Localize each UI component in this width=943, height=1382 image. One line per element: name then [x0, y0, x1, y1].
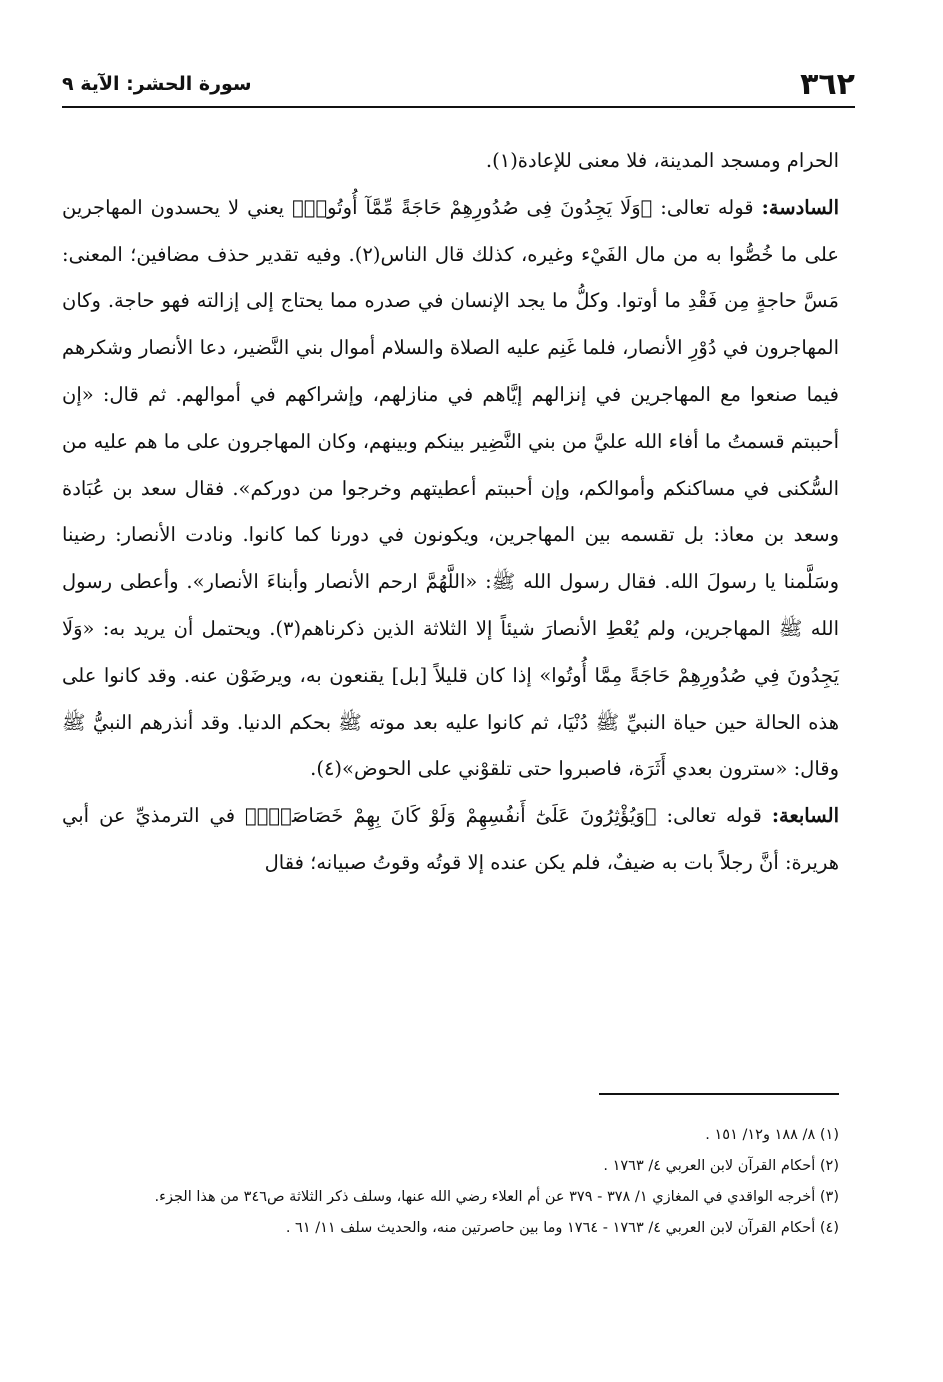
paragraph-sixth: [62, 185, 839, 793]
paragraph-seventh-text: قوله تعالى: ﴿وَيُؤْثِرُونَ عَلَىٰٓ أَنفُسِهِمْ وَلَوْ كَانَ بِهِمْ خَصَاصَةٌۚ﴾ في الترمذيِّ عن أبي هريرة: أنَّ رجلاً بات به ضيفٌ، فلم يكن عنده إلا قوتُه وقوتُ صبيانه؛ فقال: [62, 804, 839, 874]
footnote-4: (٤) أحكام القرآن لابن العربي ٤/ ١٧٦٣ - ١٧٦٤ وما بين حاصرتين منه، والحديث سلف ١١/ ٦١ .: [285, 1220, 839, 1236]
running-title: سورة الحشر: الآية ٩: [62, 73, 252, 95]
paragraph-continuation: الحرام ومسجد المدينة، فلا معنى للإعادة(١).: [485, 149, 839, 172]
footnote-3: (٣) أخرجه الواقدي في المغازي ١/ ٣٧٨ - ٣٧٩ عن أم العلاء رضي الله عنها، وسلف ذكر الثلاثة ص٣٤٦ من هذا الجزء.: [154, 1189, 839, 1205]
footnote-2: (٢) أحكام القرآن لابن العربي ٤/ ١٧٦٣ .: [603, 1158, 839, 1174]
footnotes: [62, 1122, 839, 1246]
footnote-divider: [599, 1093, 839, 1095]
page-number: ٣٦٢: [800, 66, 855, 102]
main-text: [62, 138, 839, 887]
paragraph-sixth-text: قوله تعالى: ﴿وَلَا يَجِدُونَ فِى صُدُورِهِمْ حَاجَةً مِّمَّآ أُوتُوا۟﴾ يعني لا يحسدون المهاجرين على ما خُصُّوا به من مال الفَيْء وغيره، كذلك قال الناس(٢). وفيه تقدير حذف مضافين؛ المعنى: مَسَّ حاجةٍ مِن فَقْدِ ما أوتوا. وكلُّ ما يجد الإنسان في صدره مما يحتاج إلى إزالته فهو حاجة. وكان المهاجرون في دُوْرِ الأنصار، فلما غَنِم عليه الصلاة والسلام أموال بني النَّضير، دعا الأنصار وشكرهم فيما صنعوا مع المهاجرين في إنزالهم إيَّاهم في منازلهم، وإشراكهم في أموالهم. ثم قال: «إن أحببتم قسمتُ ما أفاء الله عليَّ من بني النَّضِير بينكم وبينهم، وكان المهاجرون على ما هم عليه من السُّكنى في مساكنكم وأموالكم، وإن أحببتم أعطيتهم وخرجوا من دوركم». فقال سعد بن عُبَادة وسعد بن معاذ: بل تقسمه بين المهاجرين، ويكونون في دورنا كما كانوا. ونادت الأنصار: رضينا وسَلَّمنا يا رسولَ الله. فقال رسول الله ﷺ: «اللَّهُمَّ ارحم الأنصار وأبناءَ الأنصار». وأعطى رسول الله ﷺ المهاجرين، ولم يُعْطِ الأنصارَ شيئاً إلا الثلاثة الذين ذكرناهم(٣). ويحتمل أن يريد به: «وَلَا يَجِدُونَ فِي صُدُورِهِمْ حَاجَةً مِمَّا أُوتُوا» إذا كان قليلاً [بل] يقنعون به، ويرضَوْن عنه. وقد كانوا على هذه الحالة حين حياة النبيِّ ﷺ دُنْيَا، ثم كانوا عليه بعد موته ﷺ بحكم الدنيا. وقد أنذرهم النبيُّ ﷺ وقال: «سترون بعدي أَثَرَة، فاصبروا حتى تلقوْني على الحوض»(٤).: [62, 195, 840, 781]
footnote-1: (١) ٨/ ١٨٨ و١٢/ ١٥١ .: [705, 1127, 839, 1143]
page-header: [62, 62, 855, 108]
section-heading-seventh: السابعة:: [771, 804, 839, 828]
paragraph-seventh: [62, 793, 839, 887]
section-heading-sixth: السادسة:: [761, 195, 839, 219]
